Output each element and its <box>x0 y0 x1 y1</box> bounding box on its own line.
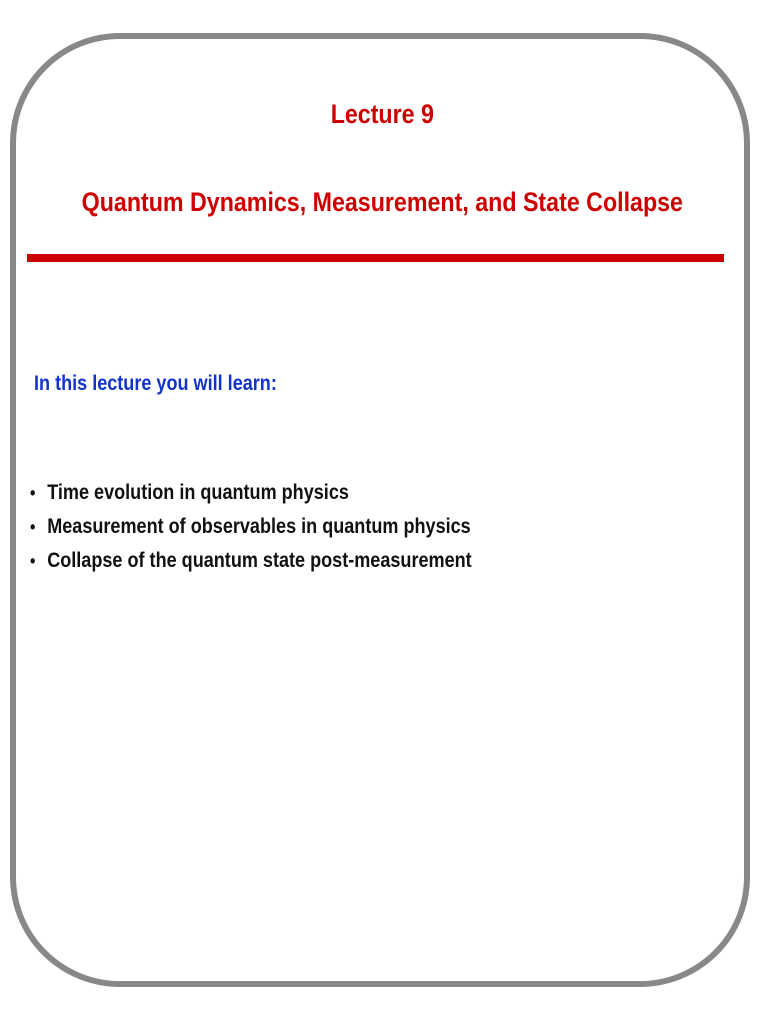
objective-text: Collapse of the quantum state post-measurement <box>47 549 472 572</box>
objective-item <box>30 510 472 544</box>
lecture-title: Quantum Dynamics, Measurement, and State Collapse <box>81 187 683 217</box>
title-divider <box>27 254 724 262</box>
lecture-number: Lecture 9 <box>330 99 434 129</box>
learning-objectives-list <box>30 476 472 578</box>
intro-heading: In this lecture you will learn: <box>34 372 277 395</box>
bullet-icon: • <box>30 517 36 537</box>
objective-text: Time evolution in quantum physics <box>47 481 349 504</box>
objective-text: Measurement of observables in quantum physics <box>47 515 471 538</box>
bullet-icon: • <box>30 483 36 503</box>
bullet-icon: • <box>30 551 36 571</box>
objective-item <box>30 544 472 578</box>
objective-item <box>30 476 472 510</box>
